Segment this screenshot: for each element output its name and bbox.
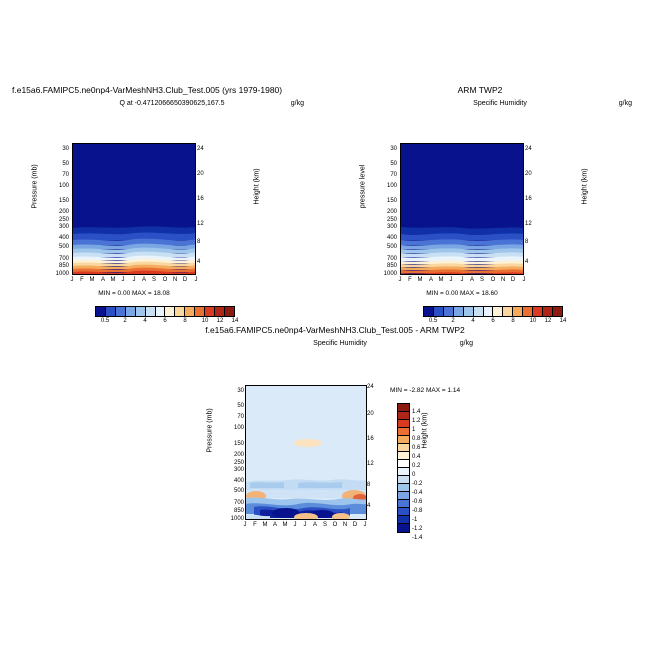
panel1-ytick: 30 [62,146,69,152]
panel3-units: g/kg [459,340,473,347]
panel1-ytick: 100 [58,183,69,189]
colorbar-swatch [533,307,543,316]
panel2-xtick: S [479,277,484,283]
colorbar-swatch [474,307,484,316]
panel1-ytick: 150 [58,198,69,204]
panel1-xtick: J [132,277,136,283]
colorbar-tick: -0.8 [412,508,423,514]
colorbar-swatch [444,307,454,316]
panel1-ytick: 50 [62,161,69,167]
panel1-ytick: 70 [62,172,69,178]
panel3-xtick: S [322,522,327,528]
colorbar-swatch [464,307,474,316]
colorbar-swatch [165,307,175,316]
panel2-xtick: M [417,277,423,283]
colorbar-swatch [398,492,409,500]
panel3-xtick: A [312,522,317,528]
colorbar-swatch [398,412,409,420]
panel3-plot-wrap [175,351,495,541]
panel2-ylabel-right: Height (km) [581,168,589,205]
colorbar-swatch [116,307,126,316]
panel3-xtick: J [293,522,297,528]
colorbar-tick: 12 [544,318,552,324]
panel1-ytick: 850 [58,263,69,269]
panel3-ytick: 50 [237,403,244,409]
panel2-subhead-left: Specific Humidity [473,100,527,107]
panel1-units: g/kg [290,100,304,107]
panel2-plot-wrap [340,111,640,281]
colorbar-swatch [398,428,409,436]
colorbar-swatch [398,460,409,468]
panel1-ytick: 1000 [55,271,69,277]
panel1-xtick: F [80,277,84,283]
panel-obs [340,85,640,324]
panel3-ytick: 700 [233,500,244,506]
panel3-heatmap-svg [246,386,367,520]
colorbar-tick: 1 [412,427,416,433]
colorbar-swatch [484,307,494,316]
panel1-xtick: J [194,277,198,283]
colorbar-swatch [424,307,434,316]
panel2-ytick: 30 [390,146,397,152]
panel3-ytick: 200 [233,452,244,458]
panel2-xtick: J [398,277,402,283]
panel2-xtick: J [460,277,464,283]
colorbar-swatch [493,307,503,316]
panel2-subhead [400,100,632,111]
panel3-xtick: J [243,522,247,528]
colorbar-tick: 8 [183,318,187,324]
colorbar-tick: 4 [471,318,475,324]
panel2-colorbar [423,306,567,327]
colorbar-tick: 0 [412,472,416,478]
panel3-ytick: 30 [237,388,244,394]
colorbar-swatch [398,404,409,412]
panel1-ytick: 500 [58,244,69,250]
colorbar-swatch [195,307,205,316]
colorbar-tick: 2 [451,318,455,324]
colorbar-tick: 0.8 [412,436,421,442]
panel1-minmax: MIN = 0.00 MAX = 18.08 [98,290,170,297]
colorbar-tick: -0.6 [412,499,423,505]
panel1-colorbar-row [95,306,235,317]
panel-difference [175,325,495,541]
colorbar-tick: 14 [231,318,239,324]
panel2-ytick: 100 [386,183,397,189]
colorbar-swatch [434,307,444,316]
panel2-xtick: O [490,277,496,283]
panel3-xtick: D [352,522,358,528]
colorbar-tick: 0.5 [428,318,438,324]
panel3-ytick: 500 [233,488,244,494]
panel3-xtick: J [303,522,307,528]
panel3-xtick: A [272,522,277,528]
panel2-xtick: F [408,277,412,283]
colorbar-tick: 0.2 [412,463,421,469]
colorbar-swatch [398,452,409,460]
colorbar-swatch [523,307,533,316]
panel1-ylabel-right: Height (km) [253,168,261,205]
panel1-ytick-right: 20 [197,171,204,177]
panel3-ytick: 250 [233,460,244,466]
panel2-ytick: 50 [390,161,397,167]
panel2-xtick: J [449,277,453,283]
panel3-xtick: J [363,522,367,528]
panel3-xtick: F [253,522,257,528]
panel2-xtick: J [522,277,526,283]
panel1-subhead-left: Q at -0.4712066650390625,167.5 [119,100,225,107]
panel2-xtick: A [469,277,474,283]
colorbar-tick: 6 [163,318,167,324]
panel3-ytick-right: 16 [367,436,374,442]
colorbar-swatch [106,307,116,316]
panel3-ylabel-right: Height (km) [421,412,429,449]
panel2-ytick: 70 [390,172,397,178]
colorbar-tick: 4 [143,318,147,324]
colorbar-tick: 10 [529,318,537,324]
panel2-xtick: N [500,277,506,283]
panel3-xtick: M [282,522,288,528]
panel2-minmax: MIN = 0.00 MAX = 18.60 [426,290,498,297]
panel1-xtick: A [141,277,146,283]
colorbar-tick: 0.5 [100,318,110,324]
panel1-ytick-right: 16 [197,196,204,202]
panel3-ytick: 1000 [230,516,244,522]
colorbar-swatch [398,516,409,524]
panel1-xtick: J [70,277,74,283]
panel2-ytick: 500 [386,244,397,250]
panel3-ytick-right: 8 [367,482,371,488]
panel2-colorbar-row [423,306,563,317]
panel2-ytick-right: 12 [525,221,532,227]
panel1-ytick-right: 24 [197,146,204,152]
colorbar-swatch [175,307,185,316]
colorbar-tick: 10 [201,318,209,324]
colorbar-swatch [398,444,409,452]
panel3-minmax: MIN = -2.82 MAX = 1.14 [390,387,461,394]
panel3-ytick-right: 12 [367,461,374,467]
panel3-ytick: 300 [233,467,244,473]
colorbar-swatch [398,476,409,484]
colorbar-swatch [156,307,166,316]
panel-model [12,85,312,324]
colorbar-tick: -1.4 [412,535,423,541]
panel2-title: ARM TWP2 [457,85,503,95]
panel1-heatmap [72,143,196,275]
panel1-ytick: 300 [58,224,69,230]
panel2-ytick: 1000 [383,271,397,277]
colorbar-swatch [398,420,409,428]
panel2-ylabel: pressure level [359,164,367,209]
panel2-heatmap [400,143,524,275]
colorbar-tick: -1 [412,517,418,523]
panel1-colorbar [95,306,239,327]
panel2-xtick: M [438,277,444,283]
colorbar-swatch [225,307,234,316]
panel3-colorbar-col [397,403,410,533]
panel3-heatmap [245,385,367,520]
colorbar-swatch [553,307,562,316]
panel1-xtick: A [100,277,105,283]
colorbar-swatch [96,307,106,316]
colorbar-tick: -0.4 [412,490,423,496]
panel3-subhead [245,340,473,351]
panel1-xtick: J [121,277,125,283]
panel3-subhead-left: Specific Humidity [313,340,367,347]
colorbar-swatch [146,307,156,316]
colorbar-swatch [454,307,464,316]
colorbar-tick: -1.2 [412,526,423,532]
panel1-xtick: D [182,277,188,283]
panel3-xtick: O [332,522,338,528]
panel3-ytick: 70 [237,414,244,420]
panel3-xtick: N [342,522,348,528]
colorbar-tick: 1.2 [412,418,421,424]
colorbar-tick: 0.6 [412,445,421,451]
panel1-title: f.e15a6.FAMIPC5.ne0np4-VarMeshNH3.Club_Test.005 (yrs 1979-1980) [12,85,283,95]
panel2-units: g/kg [618,100,632,107]
colorbar-swatch [136,307,146,316]
panel2-xtick: D [510,277,516,283]
colorbar-swatch [185,307,195,316]
colorbar-tick: 2 [123,318,127,324]
colorbar-swatch [126,307,136,316]
panel2-ytick: 300 [386,224,397,230]
colorbar-swatch [215,307,225,316]
panel1-ytick: 400 [58,235,69,241]
colorbar-swatch [398,436,409,444]
colorbar-swatch [398,468,409,476]
colorbar-swatch [398,500,409,508]
panel1-xtick: M [110,277,116,283]
panel1-ytick: 200 [58,209,69,215]
panel3-xtick: M [262,522,268,528]
colorbar-tick: 8 [511,318,515,324]
colorbar-tick: -0.2 [412,481,423,487]
panel2-ytick: 700 [386,256,397,262]
panel1-xtick: S [151,277,156,283]
panel1-xtick: N [172,277,178,283]
panel2-ytick: 150 [386,198,397,204]
panel3-colorbar [397,403,423,541]
panel3-title: f.e15a6.FAMIPC5.ne0np4-VarMeshNH3.Club_Test.005 - ARM TWP2 [205,325,465,335]
panel1-ylabel: Pressure (mb) [31,164,39,209]
panel2-ytick: 200 [386,209,397,215]
panel1-ytick-right: 8 [197,239,201,245]
panel2-ytick-right: 16 [525,196,532,202]
panel1-xtick: O [162,277,168,283]
panel2-ytick-right: 4 [525,259,529,265]
panel3-ytick: 150 [233,441,244,447]
panel3-ytick-right: 4 [367,503,371,509]
panel2-ytick: 400 [386,235,397,241]
colorbar-tick: 0.4 [412,454,421,460]
panel1-ytick-right: 4 [197,259,201,265]
colorbar-tick: 6 [491,318,495,324]
colorbar-swatch [398,524,409,532]
panel2-ytick: 850 [386,263,397,269]
panel2-ytick-right: 24 [525,146,532,152]
panel2-ytick: 250 [386,217,397,223]
panel1-subhead [72,100,304,111]
colorbar-tick: 12 [216,318,224,324]
panel3-ylabel: Pressure (mb) [206,408,214,453]
panel3-ytick-right: 20 [367,411,374,417]
panel2-ytick-right: 20 [525,171,532,177]
panel1-plot-wrap [12,111,312,281]
panel1-heatmap-svg [73,144,196,275]
panel2-ytick-right: 8 [525,239,529,245]
panel2-xtick: A [428,277,433,283]
panel2-heatmap-svg [401,144,524,275]
colorbar-swatch [398,508,409,516]
colorbar-swatch [503,307,513,316]
panel3-ytick: 100 [233,425,244,431]
colorbar-tick: 14 [559,318,567,324]
panel3-ytick-right: 24 [367,384,374,390]
panel1-xtick: M [89,277,95,283]
colorbar-tick: 1.4 [412,409,421,415]
panel3-ytick: 850 [233,508,244,514]
colorbar-swatch [205,307,215,316]
panel1-ytick: 250 [58,217,69,223]
panel1-ytick: 700 [58,256,69,262]
colorbar-swatch [398,484,409,492]
colorbar-swatch [543,307,553,316]
panel1-ytick-right: 12 [197,221,204,227]
colorbar-swatch [513,307,523,316]
panel3-ytick: 400 [233,478,244,484]
